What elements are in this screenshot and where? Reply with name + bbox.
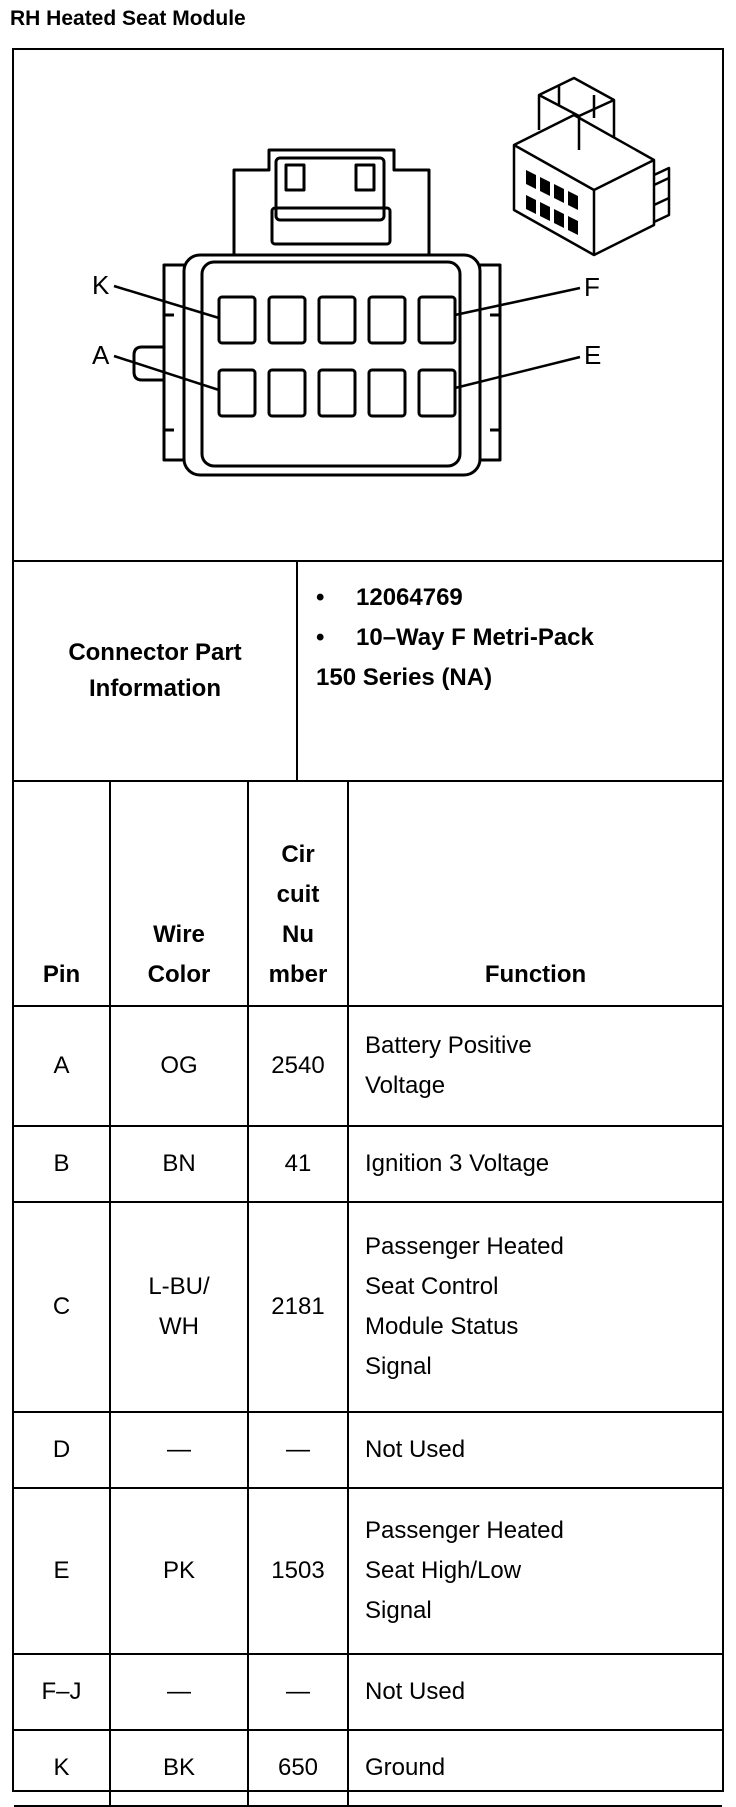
pin-cell: K bbox=[14, 1730, 110, 1806]
wire-color-cell: PK bbox=[110, 1488, 248, 1654]
leader-f bbox=[455, 288, 580, 315]
pin-cell: D bbox=[14, 1412, 110, 1488]
function-cell: Passenger Heated Seat Control Module Status Signal bbox=[348, 1202, 722, 1412]
connector-description-line1: 10–Way F Metri-Pack bbox=[356, 624, 594, 651]
connector-diagram bbox=[14, 50, 722, 562]
label-e: E bbox=[584, 340, 602, 370]
function-cell: Battery Positive Voltage bbox=[348, 1006, 722, 1126]
pin-cell: B bbox=[14, 1126, 110, 1202]
pin-cell: E bbox=[14, 1488, 110, 1654]
connector-info-label-line1: Connector Part bbox=[68, 639, 242, 666]
circuit-cell: 41 bbox=[248, 1126, 348, 1202]
label-f: F bbox=[584, 272, 600, 302]
function-cell: Ignition 3 Voltage bbox=[348, 1126, 722, 1202]
circuit-cell: 1503 bbox=[248, 1488, 348, 1654]
header-wire-color: Wire Color bbox=[110, 782, 248, 1006]
wire-color-cell: BK bbox=[110, 1730, 248, 1806]
latch-bar bbox=[272, 208, 390, 244]
wire-color-cell: OG bbox=[110, 1006, 248, 1126]
label-a: A bbox=[92, 340, 110, 370]
header-pin: Pin bbox=[14, 782, 110, 1006]
table-row bbox=[14, 1488, 722, 1654]
connector-face-drawing bbox=[14, 50, 722, 560]
connector-body bbox=[184, 255, 480, 475]
label-k: K bbox=[92, 270, 110, 300]
function-cell: Not Used bbox=[348, 1412, 722, 1488]
circuit-cell: 2540 bbox=[248, 1006, 348, 1126]
leader-e bbox=[455, 357, 580, 388]
connector-sheet bbox=[12, 48, 724, 1792]
part-number: 12064769 bbox=[356, 584, 463, 611]
pin-cell: F–J bbox=[14, 1654, 110, 1730]
pin-cell: C bbox=[14, 1202, 110, 1412]
connector-part-information bbox=[14, 562, 722, 782]
connector-face bbox=[202, 262, 460, 466]
iso-cavities bbox=[526, 170, 578, 235]
wire-color-cell: BN bbox=[110, 1126, 248, 1202]
wire-color-cell: — bbox=[110, 1412, 248, 1488]
table-row bbox=[14, 1730, 722, 1806]
page-title: RH Heated Seat Module bbox=[10, 7, 246, 30]
connector-info-label-line2: Information bbox=[88, 675, 221, 702]
connector-info-values bbox=[298, 562, 722, 780]
function-cell: Not Used bbox=[348, 1654, 722, 1730]
pin-table bbox=[14, 782, 722, 1807]
table-row bbox=[14, 1126, 722, 1202]
connector-info-label bbox=[14, 562, 298, 780]
description-line bbox=[316, 618, 722, 658]
table-row bbox=[14, 1006, 722, 1126]
header-circuit-number: Cir cuit Nu mber bbox=[248, 782, 348, 1006]
wire-color-cell: L-BU/ WH bbox=[110, 1202, 248, 1412]
wire-color-cell: — bbox=[110, 1654, 248, 1730]
cavity-row-bottom bbox=[219, 370, 455, 416]
circuit-cell: 2181 bbox=[248, 1202, 348, 1412]
part-number-line bbox=[316, 578, 722, 618]
bullet-icon: • bbox=[316, 624, 325, 651]
table-header-row bbox=[14, 782, 722, 1006]
bullet-icon: • bbox=[316, 584, 325, 611]
circuit-cell: — bbox=[248, 1412, 348, 1488]
connector-iso-thumbnail bbox=[514, 78, 669, 255]
circuit-cell: — bbox=[248, 1654, 348, 1730]
latch-windows bbox=[286, 165, 374, 190]
pin-cell: A bbox=[14, 1006, 110, 1126]
cavity-row-top bbox=[219, 297, 455, 343]
latch-housing bbox=[234, 150, 429, 255]
function-cell: Ground bbox=[348, 1730, 722, 1806]
header-function: Function bbox=[348, 782, 722, 1006]
circuit-cell: 650 bbox=[248, 1730, 348, 1806]
connector-description-line2: 150 Series (NA) bbox=[316, 664, 493, 691]
function-cell: Passenger Heated Seat High/Low Signal bbox=[348, 1488, 722, 1654]
table-row bbox=[14, 1654, 722, 1730]
table-row bbox=[14, 1202, 722, 1412]
table-row bbox=[14, 1412, 722, 1488]
